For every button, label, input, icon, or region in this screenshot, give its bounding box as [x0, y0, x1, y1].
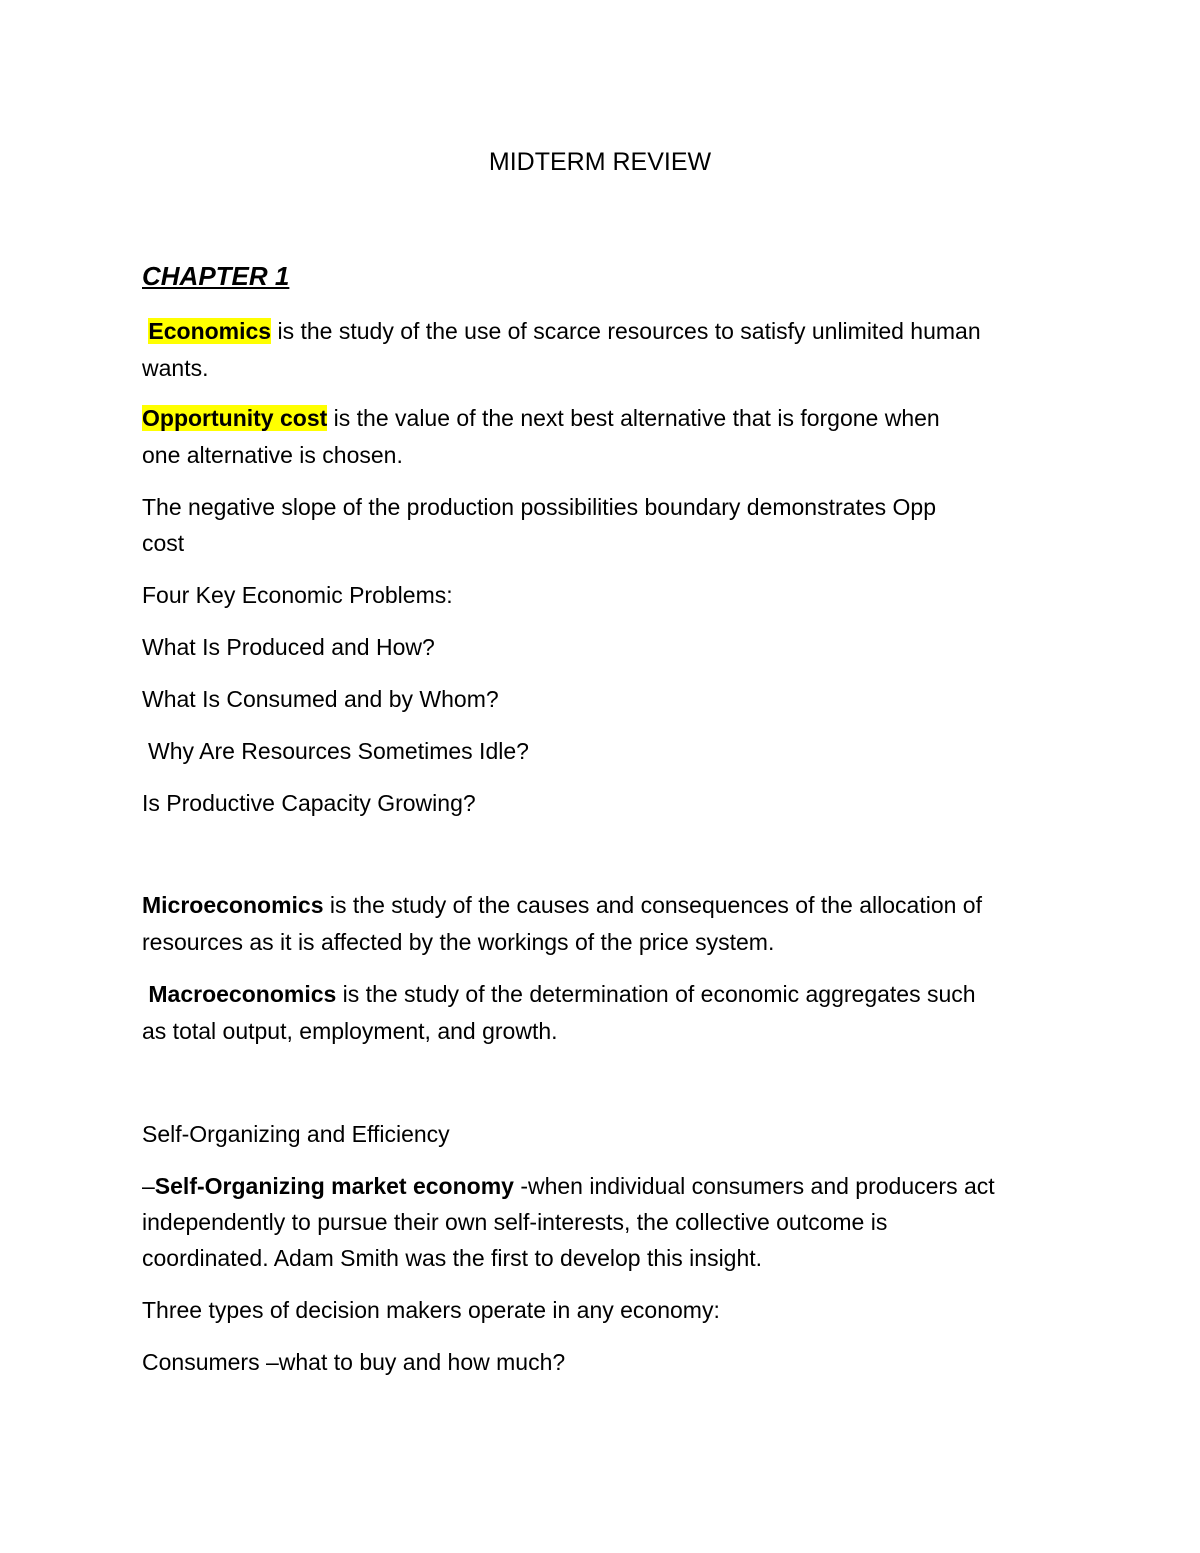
negative-slope-cont: cost — [142, 530, 185, 556]
decision-makers-heading: Three types of decision makers operate in any economy: — [142, 1297, 720, 1323]
dash: – — [142, 1173, 155, 1199]
opportunity-cost-term: Opportunity cost — [142, 405, 328, 431]
economics-text: is the study of the use of scarce resources to satisfy unlimited human — [271, 318, 981, 344]
negative-slope-text: The negative slope of the production possibilities boundary demonstrates Opp — [142, 494, 936, 520]
microeconomics-term: Microeconomics — [142, 892, 324, 918]
economics-definition — [142, 316, 981, 346]
problems-heading: Four Key Economic Problems: — [142, 582, 453, 608]
problem-item: What Is Produced and How? — [142, 634, 435, 660]
microeconomics-definition — [142, 890, 982, 920]
opportunity-cost-text: is the value of the next best alternative that is forgone when — [327, 405, 940, 431]
microeconomics-cont: resources as it is affected by the workings of the price system. — [142, 929, 775, 955]
consumers-text: Consumers –what to buy and how much? — [142, 1349, 566, 1375]
macroeconomics-text: is the study of the determination of economic aggregates such — [336, 981, 976, 1007]
self-organizing-cont: coordinated. Adam Smith was the first to develop this insight. — [142, 1245, 763, 1271]
macroeconomics-cont: as total output, employment, and growth. — [142, 1018, 558, 1044]
self-organizing-heading: Self-Organizing and Efficiency — [142, 1121, 450, 1147]
problem-item: What Is Consumed and by Whom? — [142, 686, 499, 712]
self-organizing-term: Self-Organizing market economy — [154, 1173, 514, 1199]
self-organizing-definition — [142, 1171, 995, 1201]
chapter-heading: CHAPTER 1 — [142, 261, 290, 291]
self-organizing-text: -when individual consumers and producers act — [513, 1173, 995, 1199]
self-organizing-cont: independently to pursue their own self-interests, the collective outcome is — [142, 1209, 888, 1235]
opportunity-cost-cont: one alternative is chosen. — [142, 442, 403, 468]
page-title: MIDTERM REVIEW — [488, 148, 712, 176]
problem-item: Why Are Resources Sometimes Idle? — [148, 738, 529, 764]
economics-definition-cont: wants. — [142, 355, 209, 381]
microeconomics-text: is the study of the causes and consequences of the allocation of — [323, 892, 982, 918]
problem-item: Is Productive Capacity Growing? — [142, 790, 476, 816]
opportunity-cost-definition — [142, 403, 940, 433]
macroeconomics-term: Macroeconomics — [148, 981, 337, 1007]
economics-term: Economics — [148, 318, 272, 344]
macroeconomics-definition — [142, 979, 976, 1009]
